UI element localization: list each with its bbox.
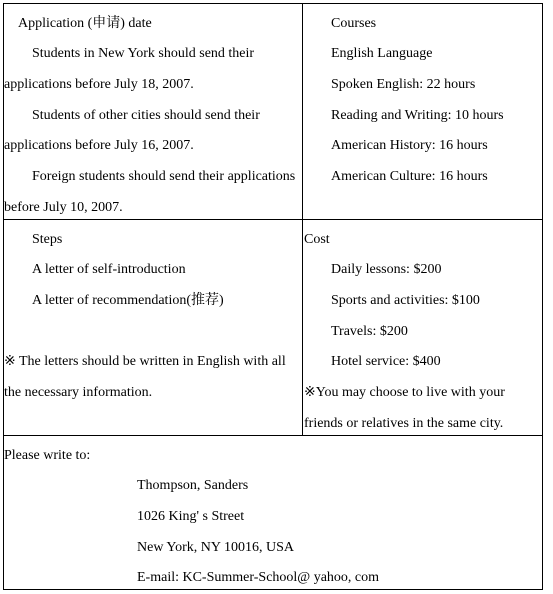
cost-item: Sports and activities: $100 bbox=[331, 293, 480, 308]
course-item: American History: 16 hours bbox=[331, 138, 488, 153]
cost-note-line1: ※You may choose to live with your bbox=[304, 385, 505, 400]
cost-item: Daily lessons: $200 bbox=[331, 262, 442, 277]
row-divider-1 bbox=[3, 219, 543, 220]
steps-note-line1: ※ The letters should be written in English with all bbox=[4, 354, 286, 369]
row-divider-2 bbox=[3, 435, 543, 436]
contact-name: Thompson, Sanders bbox=[137, 478, 249, 493]
steps-note-line2: the necessary information. bbox=[4, 385, 153, 400]
contact-email: E-mail: KC-Summer-School@ yahoo, com bbox=[137, 570, 380, 585]
contact-city: New York, NY 10016, USA bbox=[137, 540, 294, 555]
course-item: English Language bbox=[331, 46, 433, 61]
application-foreign-line2: before July 10, 2007. bbox=[4, 200, 123, 215]
contact-intro: Please write to: bbox=[4, 448, 91, 463]
contact-street: 1026 King' s Street bbox=[137, 509, 245, 524]
steps-heading: Steps bbox=[32, 232, 63, 247]
application-foreign-line1: Foreign students should send their applications bbox=[32, 169, 296, 184]
application-other-line2: applications before July 16, 2007. bbox=[4, 138, 194, 153]
step-item: A letter of recommendation(推荐) bbox=[32, 293, 224, 308]
cost-heading: Cost bbox=[304, 232, 330, 247]
cost-item: Hotel service: $400 bbox=[331, 354, 441, 369]
course-item: American Culture: 16 hours bbox=[331, 169, 488, 184]
courses-heading: Courses bbox=[331, 16, 377, 31]
application-ny-line2: applications before July 18, 2007. bbox=[4, 77, 194, 92]
cost-note-line2: friends or relatives in the same city. bbox=[304, 416, 504, 431]
application-heading: Application (申请) date bbox=[18, 16, 152, 31]
application-other-line1: Students of other cities should send their bbox=[32, 108, 260, 123]
step-item: A letter of self-introduction bbox=[32, 262, 186, 277]
cost-item: Travels: $200 bbox=[331, 324, 408, 339]
course-item: Spoken English: 22 hours bbox=[331, 77, 476, 92]
course-item: Reading and Writing: 10 hours bbox=[331, 108, 504, 123]
application-ny-line1: Students in New York should send their bbox=[32, 46, 255, 61]
